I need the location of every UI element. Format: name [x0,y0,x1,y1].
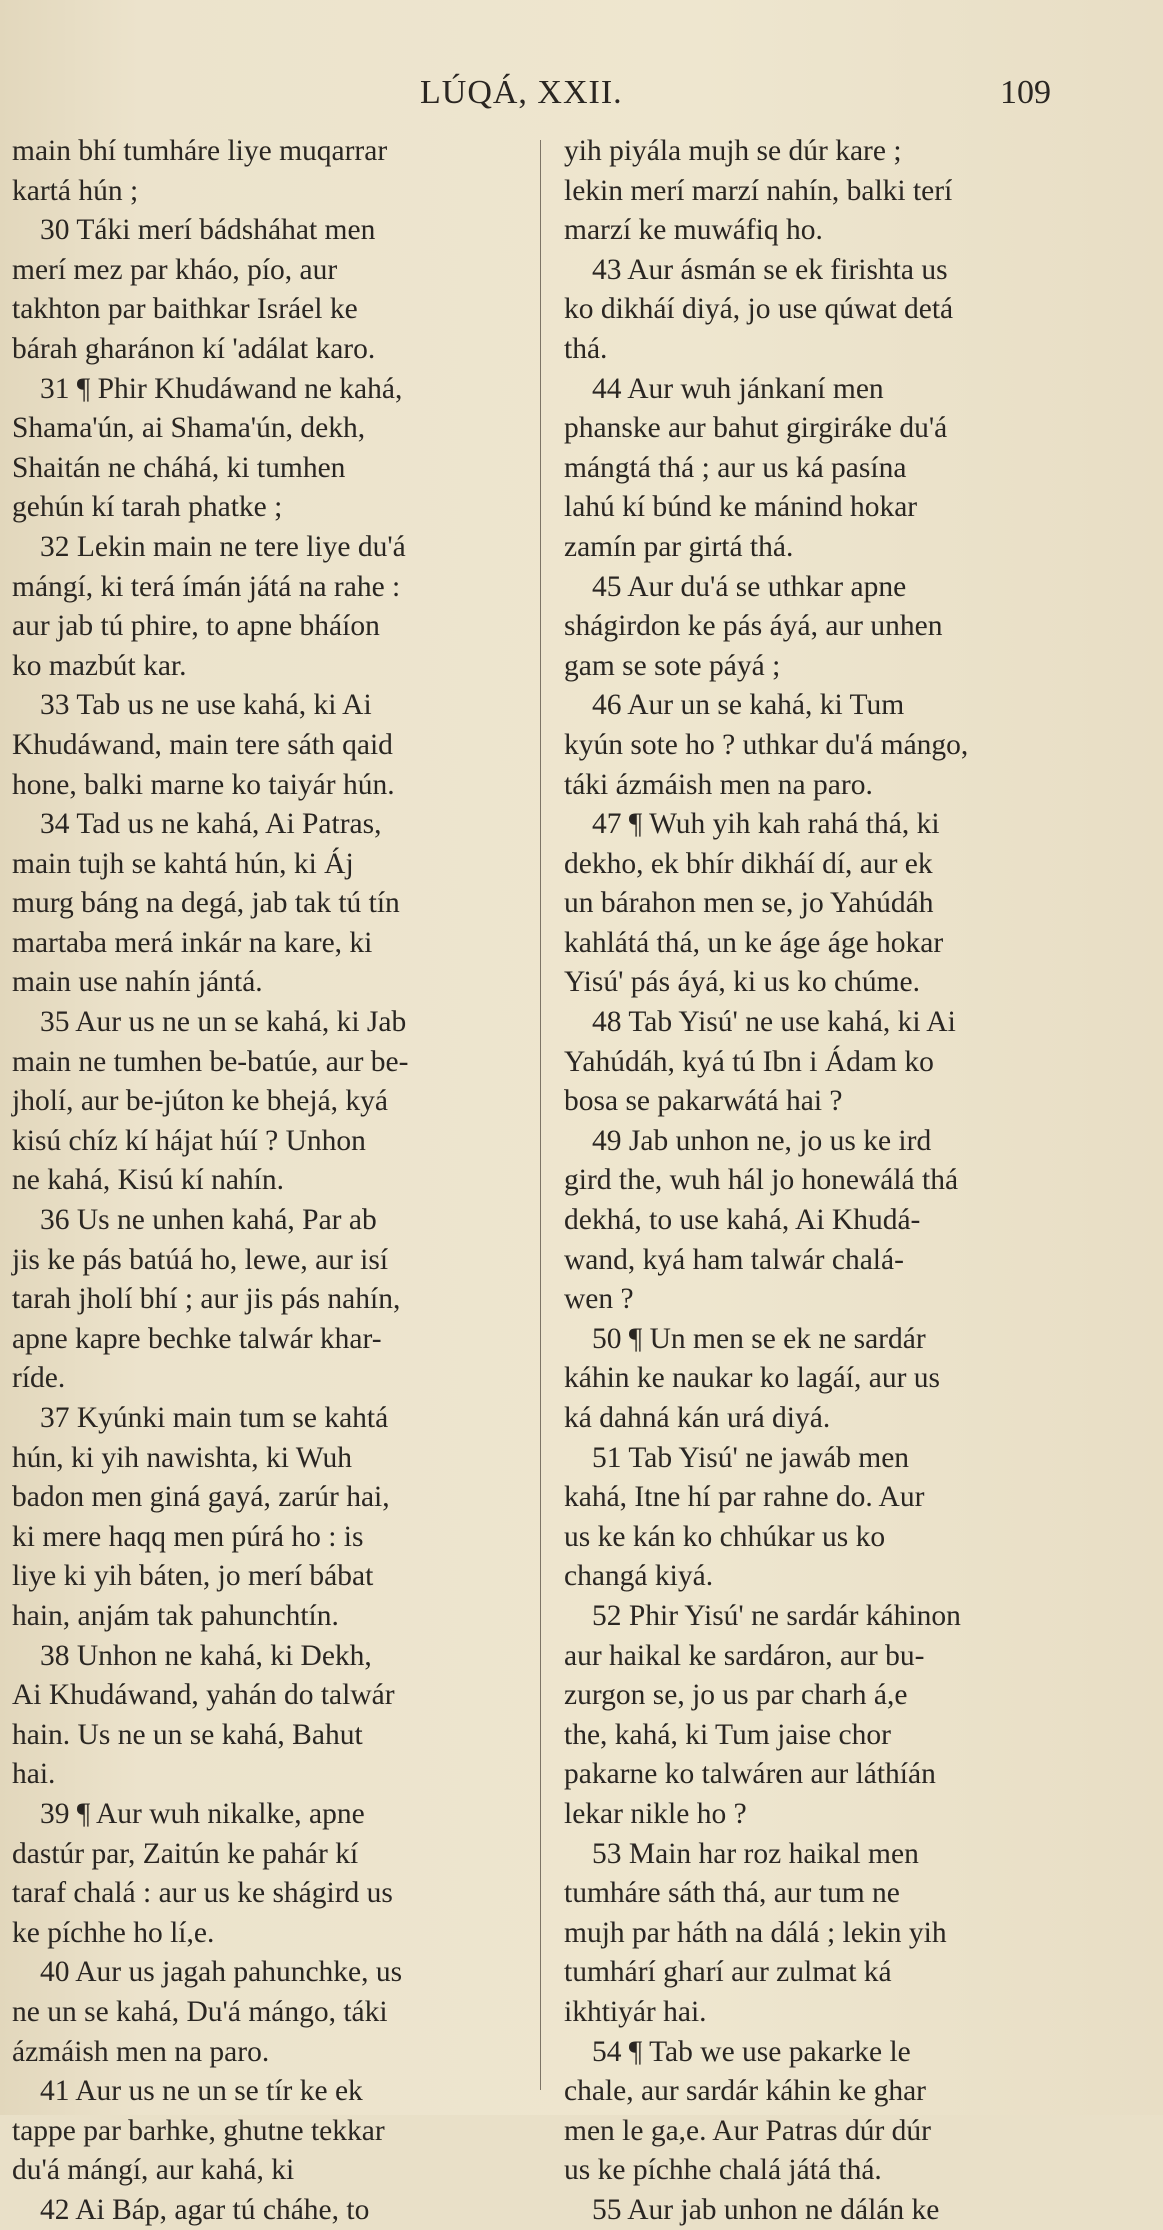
verse-paragraph: 47 ¶ Wuh yih kah rahá thá, ki dekho, ek bhír dikháí dí, aur ek un bárahon men se, jo Yahúdáh kahlátá thá, un ke áge áge hokar Yisú' pás áyá, ki us ko chúme. [564,808,944,999]
verse-paragraph: main bhí tumháre liye muqarrar kartá hún ; [12,135,388,207]
column-divider [540,140,541,2090]
verse-paragraph: 51 Tab Yisú' ne jawáb men kahá, Itne hí par rahne do. Aur us ke kán ko chhúkar us ko changá kiyá. [564,1441,925,1593]
verse-paragraph: 41 Aur us ne un se tír ke ek tappe par barhke, ghutne tekkar du'á mángí, aur kahá, ki [12,2075,385,2187]
verse-paragraph: 46 Aur un se kahá, ki Tum kyún sote ho ? uthkar du'á mángo, táki ázmáish men na paro. [564,689,969,801]
verse-paragraph: 30 Táki merí bádsháhat men merí mez par kháo, pío, aur takhton par baithkar Isráel ke bárah gharánon kí 'adálat karo. [12,214,376,365]
verse-paragraph: 35 Aur us ne un se kahá, ki Jab main ne tumhen be-batúe, aur be- jholí, aur be-júton ke bhejá, kyá kisú chíz kí hájat húí ? Unhon ne kahá, Kisú kí nahín. [12,1006,409,1197]
verse-paragraph: 45 Aur du'á se uthkar apne shágirdon ke pás áyá, aur unhen gam se sote páyá ; [564,570,943,682]
verse-paragraph: 50 ¶ Un men se ek ne sardár káhin ke naukar ko lagáí, aur us ká dahná kán urá diyá. [564,1322,940,1434]
verse-paragraph: 37 Kyúnki main tum se kahtá hún, ki yih nawishta, ki Wuh badon men giná gayá, zarúr hai, ki mere haqq men púrá ho : is liye ki yih báten, jo merí bábat hain, anjám tak pahunchtín. [12,1402,390,1632]
running-title: LÚQÁ, XXII. [420,74,623,111]
verse-paragraph: 40 Aur us jagah pahunchke, us ne un se kahá, Du'á mángo, táki ázmáish men na paro. [12,1956,403,2068]
page-number: 109 [1000,74,1051,111]
left-column [12,132,524,2230]
verse-paragraph: yih piyála mujh se dúr kare ; lekin merí marzí nahín, balki terí marzí ke muwáfiq ho. [564,135,953,247]
verse-paragraph: 54 ¶ Tab we use pakarke le chale, aur sardár káhin ke ghar men le ga,e. Aur Patras dúr dúr us ke píchhe chalá játá thá. [564,2035,932,2187]
verse-paragraph: 49 Jab unhon ne, jo us ke ird gird the, wuh hál jo honewálá thá dekhá, to use kahá, Ai Khudá- wand, kyá ham talwár chalá- wen ? [564,1124,959,1316]
verse-paragraph: 48 Tab Yisú' ne use kahá, ki Ai Yahúdáh, kyá tú Ibn i Ádam ko bosa se pakarwátá hai ? [564,1006,956,1118]
verse-paragraph: 39 ¶ Aur wuh nikalke, apne dastúr par, Zaitún ke pahár kí taraf chalá : aur us ke shágird us ke píchhe ho lí,e. [12,1797,393,1949]
verse-paragraph: 33 Tab us ne use kahá, ki Ai Khudáwand, main tere sáth qaid hone, balki marne ko taiyár hún. [12,689,395,801]
verse-paragraph: 42 Ai Báp, agar tú cháhe, to [40,2193,370,2226]
verse-paragraph: 31 ¶ Phir Khudáwand ne kahá, Shama'ún, ai Shama'ún, dekh, Shaitán ne cháhá, ki tumhen gehún kí tarah phatke ; [12,372,403,524]
verse-paragraph: 52 Phir Yisú' ne sardár káhinon aur haikal ke sardáron, aur bu- zurgon se, jo us par charh á,e the, kahá, ki Tum jaise chor pakarne ko talwáren aur láthíán lekar nikle ho ? [564,1599,961,1830]
verse-paragraph: 55 Aur jab unhon ne dálán ke [592,2193,940,2226]
verse-paragraph: 44 Aur wuh jánkaní men phanske aur bahut girgiráke du'á mángtá thá ; aur us ká pasína lahú kí búnd ke mánind hokar zamín par girtá thá. [564,372,948,563]
verse-paragraph: 38 Unhon ne kahá, ki Dekh, Ai Khudáwand, yahán do talwár hain. Us ne un se kahá, Bahut hai. [12,1639,395,1791]
right-column [564,132,1076,2230]
verse-paragraph: 34 Tad us ne kahá, Ai Patras, main tujh se kahtá hún, ki Áj murg báng na degá, jab tak tú tín martaba merá inkár na kare, ki main use nahín jántá. [12,808,400,999]
verse-paragraph: 32 Lekin main ne tere liye du'á mángí, ki terá ímán játá na rahe : aur jab tú phire, to apne bháíon ko mazbút kar. [12,530,406,682]
verse-paragraph: 53 Main har roz haikal men tumháre sáth thá, aur tum ne mujh par háth na dálá ; lekin yih tumhárí gharí aur zulmat ká ikhtiyár hai. [564,1837,947,2028]
verse-paragraph: 36 Us ne unhen kahá, Par ab jis ke pás batúá ho, lewe, aur isí tarah jholí bhí ; aur jis pás nahín, apne kapre bechke talwár khar- ríde. [12,1204,401,1395]
verse-paragraph: 43 Aur ásmán se ek firishta us ko dikháí diyá, jo use qúwat detá thá. [564,253,954,365]
